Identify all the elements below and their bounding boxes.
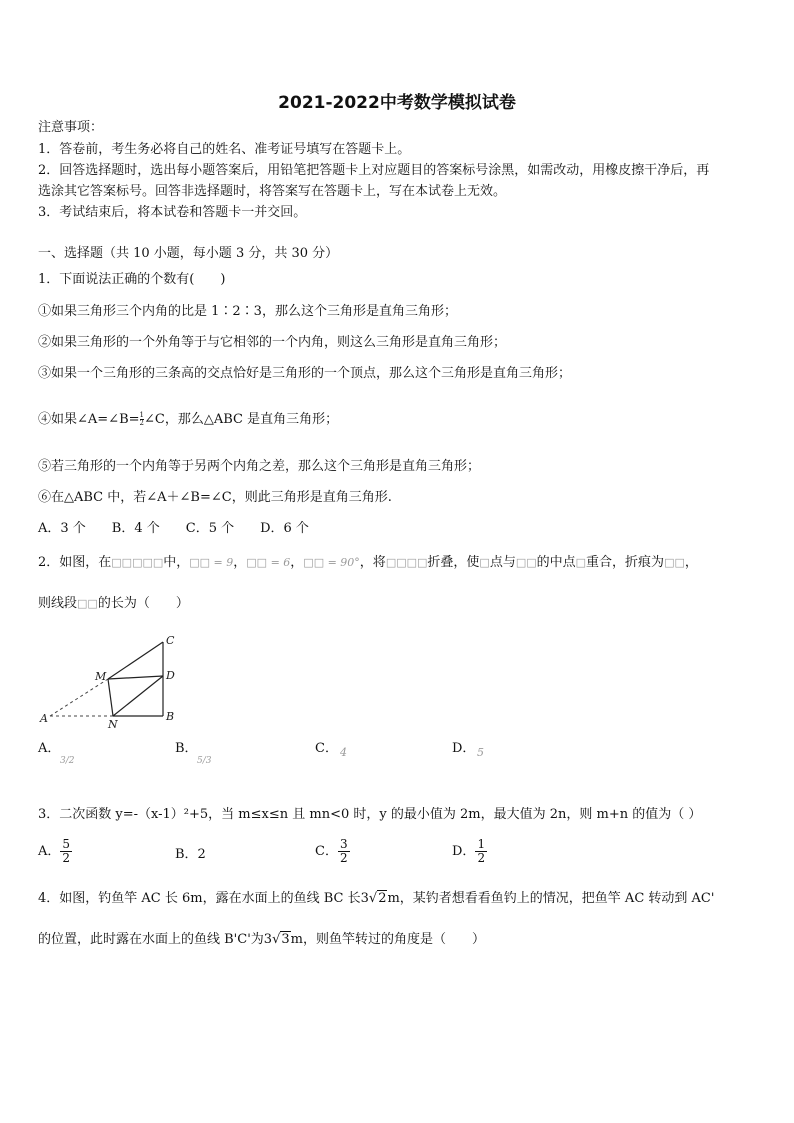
q1-statement-2: ②如果三角形的一个外角等于与它相邻的一个内角，则这么三角形是直角三角形；: [38, 335, 507, 350]
numerator: 1: [477, 837, 486, 851]
q1-s4-part-a: ④如果∠A=∠B=: [38, 412, 140, 427]
q2-option-d: D．: [452, 741, 476, 756]
q4-coef: 3: [360, 891, 369, 906]
q2-math: □□ = 9: [189, 556, 234, 569]
denominator: 2: [477, 851, 486, 865]
sqrt-symbol: √3: [272, 932, 290, 947]
q2-text: 2．如图，在: [38, 555, 112, 570]
q1-statement-6: ⑥在△ABC 中，若∠A＋∠B=∠C，则此三角形是直角三角形.: [38, 490, 392, 505]
q2-math: □□ = 6: [246, 556, 291, 569]
q2-text: 重合，折痕为: [586, 555, 665, 570]
radicand: 3: [281, 932, 290, 947]
q1-s4-part-b: ∠C，那么△ABC 是直角三角形；: [143, 412, 339, 427]
q2-symbol: □□□□: [385, 556, 428, 569]
point-label-b: B: [166, 710, 175, 723]
q4-text: 4．如图，钓鱼竿 AC 长 6m，露在水面上的鱼线 BC 长: [38, 891, 361, 906]
q3-c-fraction: [338, 838, 350, 865]
q3-option-a: [38, 838, 72, 865]
q2-symbol: □□: [77, 597, 98, 610]
q3-option-c: [315, 838, 350, 865]
q2-math: □□ = 90°: [303, 556, 360, 569]
q1-options: A．3 个 B．4 个 C．5 个 D．6 个: [38, 521, 309, 536]
notice-item-1: 1．答卷前，考生务必将自己的姓名、准考证号填写在答题卡上。: [38, 142, 411, 157]
q1-statement-4: [38, 411, 338, 429]
q2-option-b: B．: [175, 741, 198, 756]
denominator: 2: [339, 851, 348, 865]
q2-text: 折叠，使: [427, 555, 480, 570]
q2-text: 点与: [489, 555, 516, 570]
q2-symbol: □□□□□: [111, 556, 164, 569]
q1-statement-3: ③如果一个三角形的三条高的交点恰好是三角形的一个顶点，那么这个三角形是直角三角形；: [38, 366, 572, 381]
point-label-d: D: [166, 669, 175, 682]
q1-statement-5: ⑤若三角形的一个内角等于另两个内角之差，那么这个三角形是直角三角形；: [38, 459, 481, 474]
notice-item-3: 3．考试结束后，将本试卷和答题卡一并交回。: [38, 205, 307, 220]
q4-stem-line-1: [38, 890, 714, 908]
option-letter: C．: [315, 844, 338, 859]
q2-symbol: □: [479, 556, 490, 569]
notice-item-2a: 2．回答选择题时，选出每小题答案后，用铅笔把答题卡上对应题目的答案标号涂黑，如需改动，用橡皮擦干净后，再: [38, 163, 710, 178]
q1-s4-num: 1: [139, 411, 144, 419]
q2-text: 的中点: [536, 555, 576, 570]
point-label-a: A: [40, 712, 48, 725]
q2-text: 的长为（ ）: [97, 596, 189, 611]
point-label-n: N: [108, 718, 118, 731]
section-heading: 一、选择题（共 10 小题，每小题 3 分，共 30 分）: [38, 246, 339, 261]
q3-option-b: B．2: [175, 847, 206, 862]
numerator: 3: [339, 837, 348, 851]
q2-text: ，将: [359, 555, 386, 570]
sqrt-symbol: √2: [368, 891, 387, 906]
q4-stem-line-2: [38, 931, 485, 949]
page-title: 2021-2022中考数学模拟试卷: [278, 93, 516, 113]
radicand: 2: [378, 891, 387, 906]
q2-figure: [38, 632, 188, 732]
q2-option-b-value: 5/3: [197, 756, 212, 766]
q4-text: m，则鱼竿转过的角度是（ ）: [290, 932, 485, 947]
q4-coef: 3: [263, 932, 273, 947]
notice-item-2b: 选涂其它答案标号。回答非选择题时，将答案写在答题卡上，写在本试卷上无效。: [38, 184, 507, 199]
q3-a-fraction: [60, 838, 72, 865]
denominator: 2: [62, 851, 71, 865]
q2-text: 中，: [163, 555, 190, 570]
q2-option-c: C．: [315, 741, 338, 756]
q2-text: ，: [684, 555, 698, 570]
q2-stem-line-1: 2．如图，在□□□□□中，□□ = 9，□□ = 6，□□ = 90°，将□□□□折叠，使□点与□□的中点□重合，折痕为□□，: [38, 555, 698, 570]
q3-stem: 3．二次函数 y=-（x-1）²+5，当 m≤x≤n 且 mn<0 时，y 的最小值为 2m，最大值为 2n，则 m+n 的值为（ ）: [38, 807, 702, 822]
q2-text: 则线段: [38, 596, 78, 611]
q2-symbol: □□: [664, 556, 685, 569]
notice-heading: 注意事项：: [38, 120, 104, 135]
q2-option-a: A．: [38, 741, 61, 756]
q2-option-a-value: 3/2: [60, 756, 75, 766]
option-letter: A．: [38, 844, 61, 859]
figure-lines: [50, 642, 163, 716]
q3-d-fraction: [475, 838, 487, 865]
q1-statement-1: ①如果三角形三个内角的比是 1∶2∶3，那么这个三角形是直角三角形；: [38, 304, 457, 319]
numerator: 5: [62, 837, 71, 851]
q2-option-c-value: 4: [340, 746, 347, 759]
point-label-c: C: [166, 634, 175, 647]
q4-text: 的位置，此时露在水面上的鱼线 B'C'为: [38, 932, 264, 947]
q4-text: m，某钓者想看看鱼钓上的情况，把鱼竿 AC 转动到 AC': [387, 891, 715, 906]
q2-symbol: □: [575, 556, 587, 569]
q2-symbol: □□: [515, 556, 537, 569]
q2-stem-line-2: [38, 595, 189, 613]
q3-option-d: [452, 838, 487, 865]
q2-option-d-value: 5: [477, 746, 484, 759]
option-letter: D．: [452, 844, 476, 859]
point-label-m: M: [95, 670, 107, 683]
q1-stem: 1．下面说法正确的个数有( ): [38, 272, 226, 287]
q1-s4-den: 2: [139, 419, 144, 427]
